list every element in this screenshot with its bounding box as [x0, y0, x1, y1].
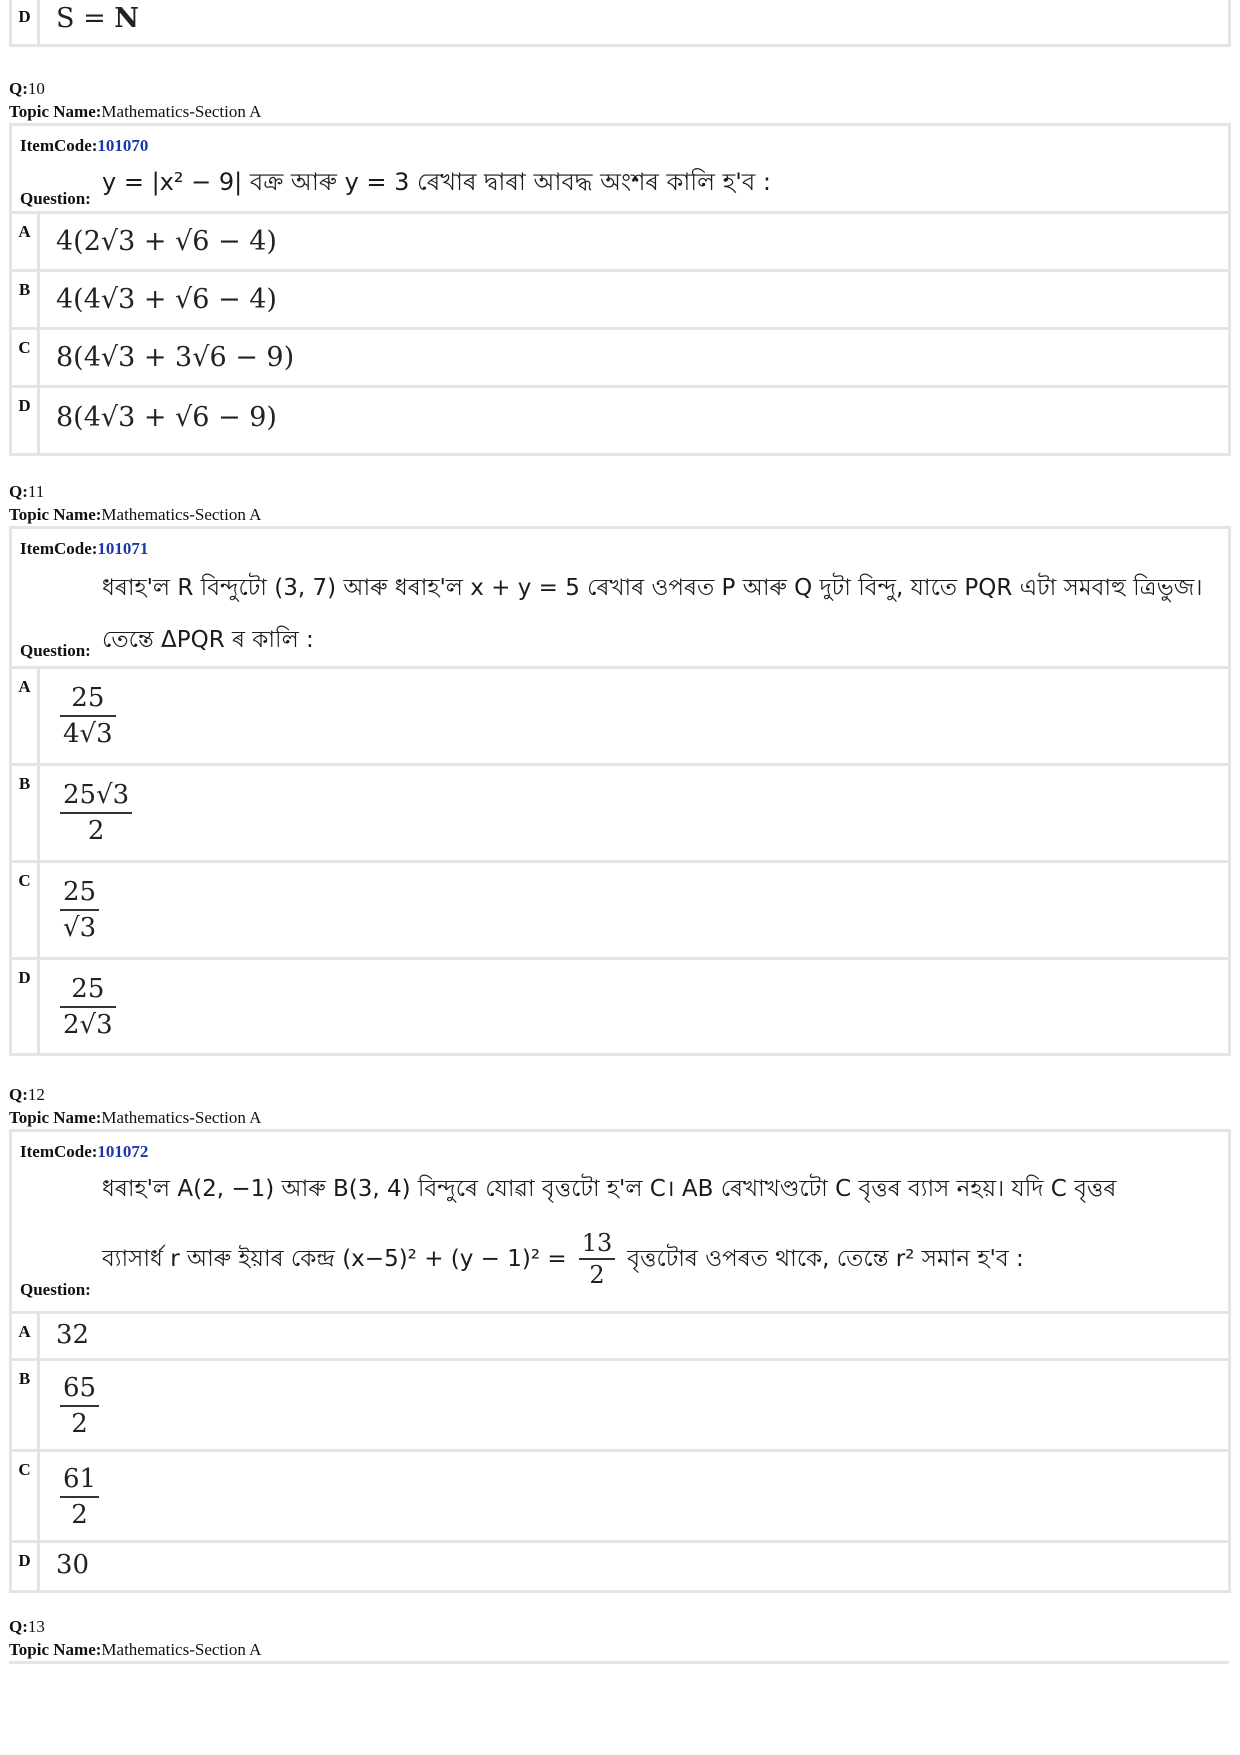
question-label: Question: — [20, 189, 91, 208]
option-letter: C — [12, 1452, 40, 1540]
option-letter: A — [12, 669, 40, 763]
question-number: 11 — [27, 482, 45, 501]
option-letter: A — [12, 214, 40, 269]
topic-prefix: Topic Name: — [9, 1640, 102, 1659]
option-value — [60, 875, 99, 945]
question-number: 10 — [27, 79, 45, 98]
option-value: 30 — [56, 1550, 90, 1580]
question-text-line-2: তেন্তে ΔPQR ৰ কালি : — [102, 627, 314, 653]
question-number: 13 — [27, 1617, 45, 1636]
question-box-13-top-border — [9, 1661, 1229, 1664]
option-value — [60, 972, 116, 1042]
option-value — [56, 3, 139, 34]
option-c[interactable] — [12, 1449, 1228, 1540]
fraction-denominator: 2 — [87, 816, 105, 846]
option-c[interactable] — [12, 327, 1228, 385]
option-letter: D — [12, 1543, 40, 1590]
fraction-numerator: 61 — [60, 1462, 99, 1498]
item-code — [20, 1142, 148, 1162]
q-prefix: Q: — [9, 79, 28, 98]
q-prefix: Q: — [9, 1085, 28, 1104]
fraction-numerator: 13 — [579, 1228, 616, 1260]
topic-prefix: Topic Name: — [9, 1108, 102, 1127]
fraction-denominator: 2 — [589, 1261, 605, 1289]
prev-option-d[interactable] — [12, 0, 1228, 47]
question-label: Question: — [20, 641, 91, 660]
question-header-11 — [9, 480, 261, 526]
itemcode-prefix: ItemCode: — [20, 1142, 98, 1161]
option-letter: B — [12, 272, 40, 327]
option-c[interactable] — [12, 860, 1228, 957]
question-text-segment: ব্যাসাৰ্ধ r আৰু ইয়াৰ কেন্দ্ৰ (x−5)² + (y − 1)² = — [102, 1245, 567, 1272]
option-value — [60, 778, 132, 848]
option-value: 32 — [56, 1320, 90, 1350]
option-letter: B — [12, 1361, 40, 1449]
option-a[interactable] — [12, 1311, 1228, 1358]
item-code — [20, 136, 148, 156]
question-fraction — [579, 1228, 616, 1290]
topic-prefix: Topic Name: — [9, 102, 102, 121]
topic-name: Mathematics-Section A — [101, 102, 262, 121]
option-letter: D — [12, 0, 40, 47]
question-text-line-1: ধৰাহ'ল R বিন্দুটো (3, 7) আৰু ধৰাহ'ল x + y = 5 ৰেখাৰ ওপৰত P আৰু Q দুটা বিন্দু, যাতে PQR এটা সমবাহু ত্ৰিভুজ। — [102, 575, 1203, 601]
fraction-numerator: 25 — [60, 681, 116, 717]
option-d[interactable] — [12, 1540, 1228, 1590]
option-b[interactable] — [12, 1358, 1228, 1449]
fraction-numerator: 65 — [60, 1371, 99, 1407]
option-value: 4(4√3 + √6 − 4) — [56, 284, 277, 315]
option-value: 4(2√3 + √6 − 4) — [56, 226, 277, 257]
option-letter: B — [12, 766, 40, 860]
fraction-numerator: 25√3 — [60, 778, 132, 814]
option-value: 8(4√3 + 3√6 − 9) — [56, 342, 295, 373]
itemcode-prefix: ItemCode: — [20, 136, 98, 155]
itemcode-value: 101071 — [97, 539, 149, 558]
option-value-bold: N — [114, 3, 139, 34]
option-value: 8(4√3 + √6 − 9) — [56, 402, 277, 433]
option-d[interactable] — [12, 957, 1228, 1053]
option-a[interactable] — [12, 211, 1228, 269]
fraction-denominator: 2 — [71, 1409, 88, 1439]
q-prefix: Q: — [9, 1617, 28, 1636]
item-code — [20, 539, 148, 559]
option-value — [60, 1371, 99, 1441]
question-text: y = |x² − 9| বক্ৰ আৰু y = 3 ৰেখাৰ দ্বাৰা আবদ্ধ অংশৰ কালি হ'ব : — [102, 168, 771, 196]
question-label: Question: — [20, 1280, 91, 1299]
option-value — [60, 681, 116, 751]
option-value-prefix: S = — [56, 3, 115, 34]
topic-name: Mathematics-Section A — [101, 1640, 262, 1659]
itemcode-value: 101072 — [97, 1142, 149, 1161]
option-letter: D — [12, 960, 40, 1053]
topic-name: Mathematics-Section A — [101, 1108, 262, 1127]
fraction-denominator: 2√3 — [63, 1010, 113, 1040]
question-text-line-2 — [102, 1228, 1024, 1290]
question-box-11 — [9, 526, 1231, 1056]
option-letter: C — [12, 330, 40, 385]
topic-prefix: Topic Name: — [9, 505, 102, 524]
question-box-12 — [9, 1129, 1231, 1593]
fraction-denominator: 4√3 — [63, 719, 113, 749]
question-header-13 — [9, 1615, 261, 1661]
question-header-12 — [9, 1083, 261, 1129]
option-letter: C — [12, 863, 40, 957]
option-a[interactable] — [12, 666, 1228, 763]
fraction-numerator: 25 — [60, 875, 99, 911]
option-letter: D — [12, 388, 40, 453]
itemcode-value: 101070 — [97, 136, 149, 155]
option-d[interactable] — [12, 385, 1228, 453]
question-header-10 — [9, 77, 261, 123]
topic-name: Mathematics-Section A — [101, 505, 262, 524]
option-letter: A — [12, 1314, 40, 1358]
fraction-denominator: 2 — [71, 1500, 88, 1530]
option-b[interactable] — [12, 763, 1228, 860]
question-number: 12 — [27, 1085, 45, 1104]
question-text-line-1: ধৰাহ'ল A(2, −1) আৰু B(3, 4) বিন্দুৰে যোৱা বৃত্তটো হ'ল C। AB ৰেখাখণ্ডটো C বৃত্তৰ ব্যাস নহয়। যদি C বৃত্তৰ — [102, 1176, 1117, 1202]
option-value — [60, 1462, 99, 1532]
prev-option-box — [9, 0, 1231, 47]
fraction-numerator: 25 — [60, 972, 116, 1008]
itemcode-prefix: ItemCode: — [20, 539, 98, 558]
option-b[interactable] — [12, 269, 1228, 327]
question-text-segment: বৃত্তটোৰ ওপৰত থাকে, তেন্তে r² সমান হ'ব : — [627, 1245, 1024, 1272]
q-prefix: Q: — [9, 482, 28, 501]
question-box-10 — [9, 123, 1231, 456]
fraction-denominator: √3 — [63, 913, 97, 943]
